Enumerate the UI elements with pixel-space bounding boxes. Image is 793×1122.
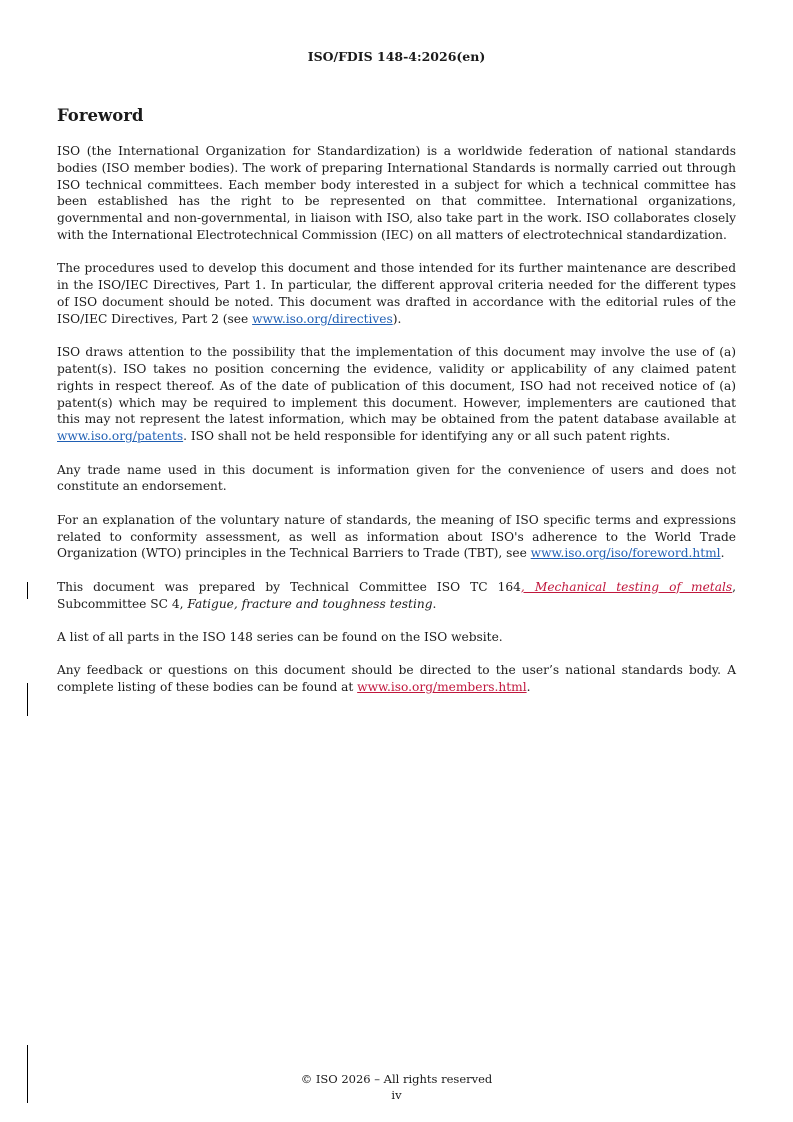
paragraph-patents-end: . ISO shall not be held responsible for identifying any or all such patent rights. bbox=[183, 429, 671, 444]
paragraph-feedback-text: Any feedback or questions on this document should be directed to the user’s national standards body. A complete listing of these bodies can be found at bbox=[57, 663, 736, 695]
paragraph-voluntary-text: For an explanation of the voluntary nature of standards, the meaning of ISO specific terms and expressions related to conformity assessment, as well as information about ISO's adherence to the World Trade Organization (WTO) principles in the Technical Barriers to Trade (TBT), see bbox=[57, 512, 736, 561]
page-footer bbox=[0, 1071, 793, 1103]
page-number: iv bbox=[391, 1088, 402, 1102]
change-bar-committee bbox=[27, 582, 28, 599]
committee-title-link[interactable]: , Mechanical testing of metals bbox=[520, 579, 733, 594]
paragraph-voluntary-end: . bbox=[720, 546, 725, 561]
members-link[interactable]: www.iso.org/members.html bbox=[357, 680, 527, 695]
foreword-link[interactable]: www.iso.org/iso/foreword.html bbox=[530, 546, 721, 561]
paragraph-committee bbox=[57, 579, 736, 613]
patents-link[interactable]: www.iso.org/patents bbox=[57, 429, 184, 444]
paragraph-committee-mid: , Subcommittee SC 4, bbox=[57, 579, 737, 611]
subcommittee-title: Fatigue, fracture and toughness testing bbox=[187, 596, 433, 611]
change-bar-feedback bbox=[27, 683, 28, 716]
paragraph-iso-intro: ISO (the International Organization for Standardization) is a worldwide federation of national standards bodies (ISO member bodies). The work of preparing International Standards is normally carried out through ISO technical committees. Each member body interested in a subject for which a technical committee has been established has the right to be represented on that committee. International organizations, governmental and non-governmental, in liaison with ISO, also take part in the work. ISO collaborates closely with the International Electrotechnical Commission (IEC) on all matters of electrotechnical standardization. bbox=[57, 144, 736, 242]
directives-link[interactable]: www.iso.org/directives bbox=[252, 311, 393, 326]
paragraph-committee-end: . bbox=[432, 596, 437, 611]
paragraph-committee-text: This document was prepared by Technical Committee ISO TC 164 bbox=[57, 579, 521, 594]
paragraph-feedback-end: . bbox=[526, 680, 531, 695]
paragraph-feedback bbox=[57, 662, 736, 696]
paragraph-trade-name: Any trade name used in this document is information given for the convenience of users and does not constitute an endorsement. bbox=[57, 462, 736, 494]
paragraph-patents bbox=[57, 344, 736, 445]
paragraph-voluntary-nature bbox=[57, 512, 736, 562]
foreword-body bbox=[57, 143, 736, 712]
paragraph-procedures-text: The procedures used to develop this document and those intended for its further maintenance are described in the ISO/IEC Directives, Part 1. In particular, the different approval criteria needed for the different types of ISO document should be noted. This document was drafted in accordance with the editorial rules of the ISO/IEC Directives, Part 2 (see bbox=[57, 261, 736, 326]
paragraph-procedures bbox=[57, 260, 736, 327]
paragraph-patents-text: ISO draws attention to the possibility that the implementation of this document may involve the use of (a) patent(s). ISO takes no position concerning the evidence, validity or applicability of any claimed patent rights in respect thereof. As of the date of publication of this document, ISO had not received notice of (a) patent(s) which may be required to implement this document. However, implementers are cautioned that this may not represent the latest information, which may be obtained from the patent database available at bbox=[57, 345, 736, 427]
foreword-heading: Foreword bbox=[57, 106, 144, 125]
paragraph-procedures-end: ). bbox=[392, 311, 402, 326]
copyright-notice: © ISO 2026 – All rights reserved bbox=[300, 1072, 493, 1086]
document-id-header: ISO/FDIS 148-4:2026(en) bbox=[307, 49, 486, 64]
paragraph-series: A list of all parts in the ISO 148 series can be found on the ISO website. bbox=[57, 629, 503, 644]
